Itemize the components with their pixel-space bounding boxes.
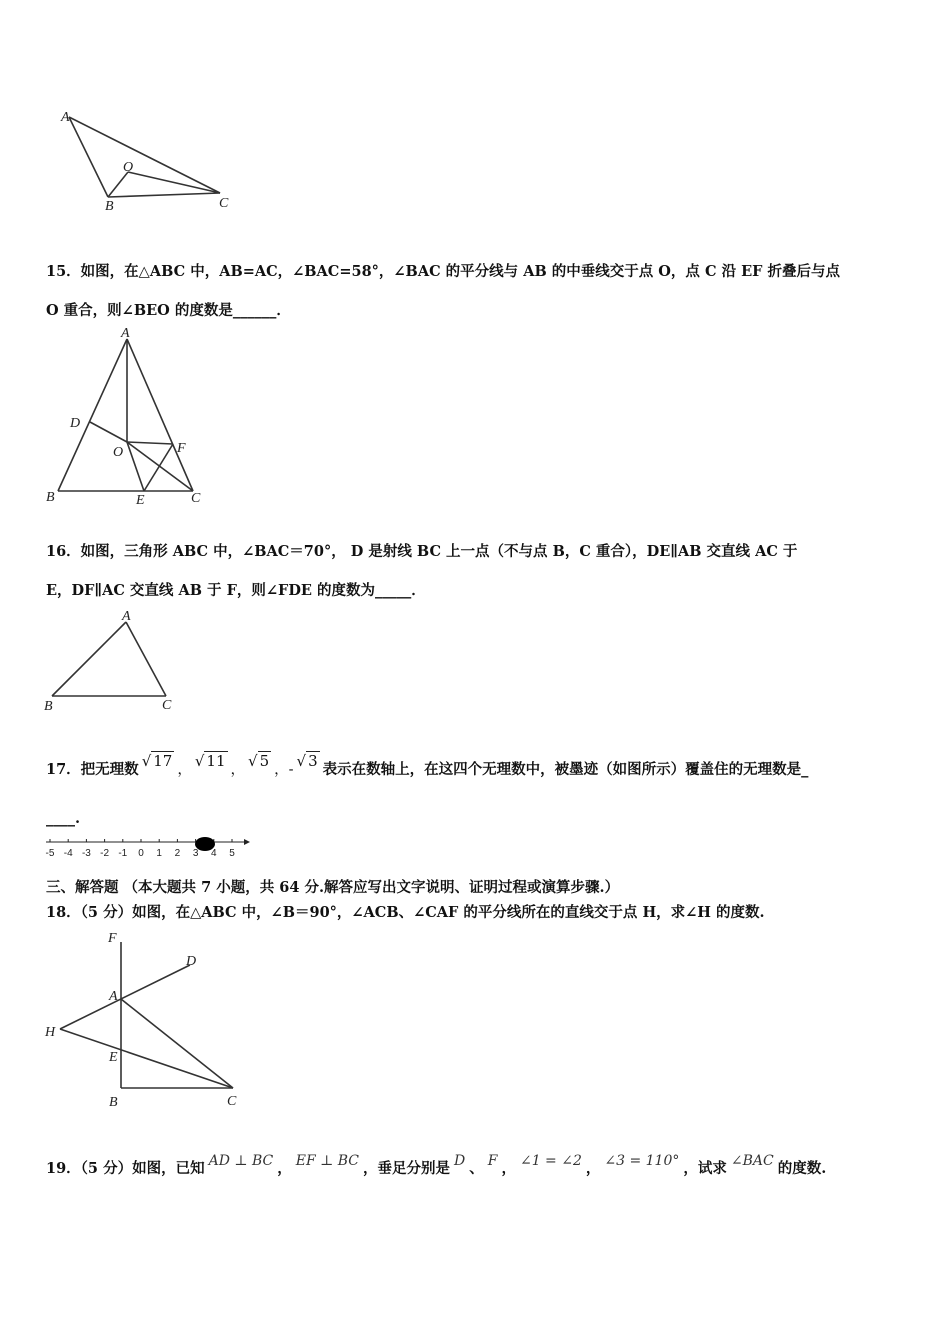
q19-math-ef-perp-bc: EF ⊥ BC: [295, 1153, 360, 1169]
q18-label-e: E: [109, 1050, 118, 1065]
q17-prefix: 17．把无理数: [46, 761, 139, 778]
q19-math-d: D: [454, 1153, 466, 1169]
q14-label-a: A: [61, 110, 70, 125]
q16-figure: [40, 605, 190, 715]
q19-sep: ，垂足分别是: [363, 1160, 451, 1177]
q15-figure: [40, 325, 215, 510]
tick-label: 2: [174, 848, 181, 859]
q18-label-f: F: [108, 931, 117, 946]
q18-text: 18．（5 分）如图，在△ABC 中，∠B＝90°，∠ACB、∠CAF 的平分线所在的直线交于点 H，求∠H 的度数.: [46, 904, 765, 921]
section3-heading: 三、解答题 （本大题共 7 小题，共 64 分.解答应写出文字说明、证明过程或演算步骤.）: [46, 879, 620, 896]
q18-label-b: B: [109, 1095, 118, 1110]
q19-math-angle-eq: ∠1 = ∠2: [519, 1153, 582, 1169]
q15-label-e: E: [136, 493, 145, 508]
q15-label-o: O: [113, 445, 124, 460]
q14-figure: [55, 105, 245, 215]
q17-suffix: 表示在数轴上，在这四个无理数中，被墨迹（如图所示）覆盖住的无理数是_: [322, 761, 809, 778]
q16-line2: E，DF∥AC 交直线 AB 于 F，则∠FDE 的度数为_____．: [46, 582, 426, 599]
q15-label-f: F: [177, 441, 186, 456]
tick-label: 3: [192, 848, 199, 859]
q18-label-a: A: [109, 989, 118, 1004]
tick-label: 5: [229, 848, 235, 859]
q17-sqrt-3: √ 5: [248, 752, 270, 770]
q17-sep-2: ，: [230, 762, 245, 778]
q17-sqrt-4: √ 3: [296, 752, 318, 770]
q17-line2: ____.: [46, 810, 81, 827]
q19-sep: ，: [277, 1160, 292, 1177]
q15-line2: O 重合，则∠BEO 的度数是______．: [46, 302, 291, 319]
tick-label: -1: [118, 848, 128, 859]
q19-prefix: 19．（5 分）如图，已知: [46, 1160, 205, 1177]
q14-label-o: O: [123, 160, 134, 175]
tick-label: -5: [45, 848, 55, 859]
ink-blot: [195, 837, 215, 851]
q19-math-bac: ∠BAC: [730, 1153, 774, 1169]
q18-label-c: C: [227, 1094, 237, 1109]
q16-label-a: A: [122, 609, 131, 624]
tick-label: 0: [138, 848, 144, 859]
q19-sep: ，: [585, 1160, 601, 1177]
q16-line1: 16．如图，三角形 ABC 中，∠BAC＝70°， D 是射线 BC 上一点（不与点 B，C 重合），DE∥AB 交直线 AC 于: [46, 543, 798, 560]
q18-figure: [40, 928, 250, 1113]
q15-label-b: B: [46, 490, 55, 505]
q18-label-d: D: [186, 954, 197, 969]
q19-text: [46, 1153, 827, 1178]
q17-sep-3: ，-: [274, 762, 294, 778]
q19-sep: ，: [501, 1160, 516, 1177]
tick-label: -4: [63, 848, 73, 859]
q15-label-a: A: [121, 326, 130, 341]
q15-label-c: C: [191, 491, 201, 506]
tick-label: 4: [211, 848, 217, 859]
q19-suffix: 的度数.: [777, 1160, 827, 1177]
q17-number-line: [44, 832, 254, 862]
tick-label: -2: [100, 848, 110, 859]
q19-math-ad-perp-bc: AD ⊥ BC: [208, 1153, 274, 1169]
tick-label: 1: [156, 848, 162, 859]
q15-line1: 15．如图，在△ABC 中，AB=AC，∠BAC=58°，∠BAC 的平分线与 AB 的中垂线交于点 O，点 C 沿 EF 折叠后与点: [46, 263, 841, 280]
q18-label-h: H: [45, 1025, 56, 1040]
q16-label-c: C: [162, 698, 172, 713]
q16-label-b: B: [44, 699, 53, 714]
q17-line1: [46, 752, 809, 779]
q17-sqrt-2: √ 11: [194, 752, 226, 770]
q19-sep: 、: [469, 1160, 484, 1177]
q14-label-b: B: [105, 199, 114, 214]
q19-math-f: F: [487, 1153, 498, 1169]
tick-label: -3: [81, 848, 91, 859]
q15-label-d: D: [70, 416, 81, 431]
q19-sep: ，试求: [683, 1160, 727, 1177]
q19-math-angle3: ∠3 = 110°: [604, 1153, 680, 1169]
q14-label-c: C: [219, 196, 229, 211]
q17-sqrt-1: √ 17: [141, 752, 173, 770]
q17-sep-1: ，: [177, 762, 192, 778]
